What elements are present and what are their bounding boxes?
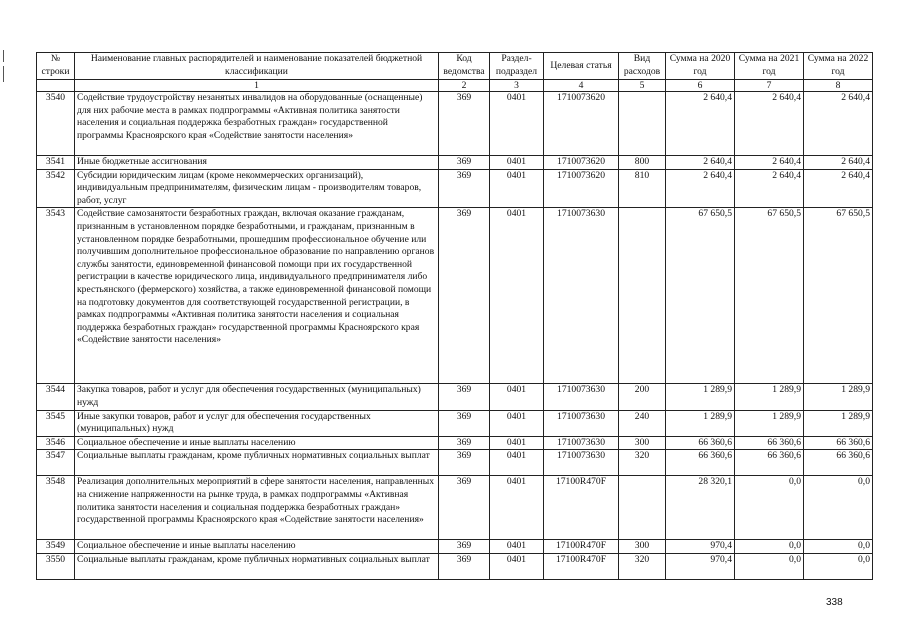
table-row [37,436,873,450]
row-expense-type: 810 [619,169,666,208]
row-sum-2020: 970,4 [666,540,735,554]
row-article: 1710073630 [544,208,619,384]
row-section: 0401 [490,156,544,170]
column-number: 4 [544,80,619,92]
row-expense-type: 800 [619,156,666,170]
row-number: 3547 [37,450,75,476]
header-section: Раздел-подраздел [490,53,544,80]
row-article: 1710073620 [544,156,619,170]
table-row [37,92,873,156]
left-edge-mark [3,50,4,62]
table-row [37,476,873,540]
row-section: 0401 [490,208,544,384]
row-sum-2022: 0,0 [804,476,873,540]
page-number: 338 [826,597,843,608]
column-number: 3 [490,80,544,92]
column-number [37,80,75,92]
column-number: 1 [75,80,439,92]
row-number: 3549 [37,540,75,554]
row-sum-2020: 2 640,4 [666,156,735,170]
table-row [37,410,873,436]
row-code: 369 [439,553,490,579]
header-article: Целевая статья [544,53,619,80]
row-sum-2022: 1 289,9 [804,410,873,436]
row-sum-2020: 28 320,1 [666,476,735,540]
row-expense-type: 300 [619,436,666,450]
row-code: 369 [439,540,490,554]
row-section: 0401 [490,436,544,450]
column-number: 5 [619,80,666,92]
table-header [37,53,873,92]
table-row [37,169,873,208]
table-row [37,540,873,554]
header-expense-type: Вид расходов [619,53,666,80]
row-sum-2022: 0,0 [804,540,873,554]
row-section: 0401 [490,92,544,156]
row-name: Реализация дополнительных мероприятий в сфере занятости населения, направленных на снижение напряженности на рынке труда, в рамках подпрограммы «Активная политика занятости населения и социальная поддержка безработных граждан» государственной программы Красноярского края «Содействие занятости населения» [75,476,439,540]
row-sum-2022: 66 360,6 [804,436,873,450]
row-article: 1710073630 [544,436,619,450]
row-number: 3545 [37,410,75,436]
column-number: 6 [666,80,735,92]
row-sum-2020: 2 640,4 [666,92,735,156]
row-number: 3550 [37,553,75,579]
row-article: 17100R470F [544,553,619,579]
row-code: 369 [439,92,490,156]
header-sum-2020: Сумма на 2020 год [666,53,735,80]
row-code: 369 [439,436,490,450]
row-expense-type: 240 [619,410,666,436]
row-expense-type [619,476,666,540]
left-edge-mark [3,66,4,82]
row-sum-2020: 67 650,5 [666,208,735,384]
row-code: 369 [439,156,490,170]
row-expense-type: 320 [619,553,666,579]
row-sum-2022: 67 650,5 [804,208,873,384]
row-article: 1710073630 [544,450,619,476]
row-section: 0401 [490,553,544,579]
row-article: 17100R470F [544,476,619,540]
row-section: 0401 [490,410,544,436]
table-row [37,553,873,579]
row-name: Социальные выплаты гражданам, кроме публичных нормативных социальных выплат [75,450,439,476]
budget-table [36,52,873,580]
row-sum-2021: 2 640,4 [735,156,804,170]
header-name: Наименование главных распорядителей и наименование показателей бюджетной классификации [75,53,439,80]
column-number-row [37,80,873,92]
row-sum-2021: 67 650,5 [735,208,804,384]
table-row [37,208,873,384]
row-code: 369 [439,450,490,476]
row-name: Иные бюджетные ассигнования [75,156,439,170]
row-sum-2020: 970,4 [666,553,735,579]
row-sum-2022: 0,0 [804,553,873,579]
row-name: Социальное обеспечение и иные выплаты населению [75,540,439,554]
row-number: 3543 [37,208,75,384]
row-article: 1710073630 [544,410,619,436]
row-number: 3542 [37,169,75,208]
table-row [37,384,873,410]
row-section: 0401 [490,384,544,410]
row-sum-2020: 66 360,6 [666,450,735,476]
row-expense-type: 200 [619,384,666,410]
row-name: Содействие самозанятости безработных граждан, включая оказание гражданам, признанным в установленном порядке безработными, и гражданам, признанным в установленном порядке безработными, прошедшим профессиональное обучение или получившим дополнительное профессиональное образование по направлению органов службы занятости, единовременной финансовой помощи при их государственной регистрации в качестве юридического лица, индивидуального предпринимателя либо крестьянского (фермерского) хозяйства, а также единовременной финансовой помощи на подготовку документов для соответствующей государственной регистрации, в рамках подпрограммы «Активная политика занятости населения и социальная поддержка безработных граждан» государственной программы Красноярского края «Содействие занятости населения» [75,208,439,384]
row-number: 3541 [37,156,75,170]
row-code: 369 [439,410,490,436]
row-sum-2021: 66 360,6 [735,450,804,476]
row-name: Иные закупки товаров, работ и услуг для обеспечения государственных (муниципальных) нужд [75,410,439,436]
row-name: Закупка товаров, работ и услуг для обеспечения государственных (муниципальных) нужд [75,384,439,410]
row-sum-2021: 1 289,9 [735,384,804,410]
row-section: 0401 [490,476,544,540]
row-sum-2022: 66 360,6 [804,450,873,476]
row-article: 17100R470F [544,540,619,554]
row-name: Социальные выплаты гражданам, кроме публичных нормативных социальных выплат [75,553,439,579]
row-article: 1710073630 [544,384,619,410]
row-name: Социальное обеспечение и иные выплаты населению [75,436,439,450]
row-expense-type: 320 [619,450,666,476]
row-sum-2021: 0,0 [735,476,804,540]
header-sum-2021: Сумма на 2021 год [735,53,804,80]
row-sum-2022: 2 640,4 [804,169,873,208]
column-number: 7 [735,80,804,92]
row-section: 0401 [490,169,544,208]
row-number: 3546 [37,436,75,450]
column-number: 8 [804,80,873,92]
row-sum-2020: 66 360,6 [666,436,735,450]
table-row [37,450,873,476]
row-article: 1710073620 [544,92,619,156]
row-sum-2021: 0,0 [735,540,804,554]
row-sum-2021: 1 289,9 [735,410,804,436]
row-code: 369 [439,208,490,384]
row-expense-type [619,92,666,156]
row-code: 369 [439,169,490,208]
header-sum-2022: Сумма на 2022 год [804,53,873,80]
row-section: 0401 [490,540,544,554]
row-code: 369 [439,476,490,540]
header-code: Код ведомства [439,53,490,80]
row-article: 1710073620 [544,169,619,208]
row-sum-2022: 2 640,4 [804,156,873,170]
header-row-number: № строки [37,53,75,80]
row-name: Субсидии юридическим лицам (кроме некоммерческих организаций), индивидуальным предпринимателям, физическим лицам - производителям товаров, работ, услуг [75,169,439,208]
row-section: 0401 [490,450,544,476]
row-expense-type [619,208,666,384]
row-sum-2020: 2 640,4 [666,169,735,208]
row-sum-2022: 1 289,9 [804,384,873,410]
row-number: 3548 [37,476,75,540]
row-sum-2021: 2 640,4 [735,92,804,156]
row-sum-2021: 0,0 [735,553,804,579]
table-row [37,156,873,170]
column-number: 2 [439,80,490,92]
row-sum-2020: 1 289,9 [666,384,735,410]
row-sum-2020: 1 289,9 [666,410,735,436]
row-code: 369 [439,384,490,410]
row-number: 3544 [37,384,75,410]
row-number: 3540 [37,92,75,156]
row-sum-2021: 2 640,4 [735,169,804,208]
row-sum-2022: 2 640,4 [804,92,873,156]
row-expense-type: 300 [619,540,666,554]
row-sum-2021: 66 360,6 [735,436,804,450]
row-name: Содействие трудоустройству незанятых инвалидов на оборудованные (оснащенные) для них рабочие места в рамках подпрограммы «Активная политика занятости населения и социальная поддержка безработных граждан» государственной программы Красноярского края «Содействие занятости населения» [75,92,439,156]
